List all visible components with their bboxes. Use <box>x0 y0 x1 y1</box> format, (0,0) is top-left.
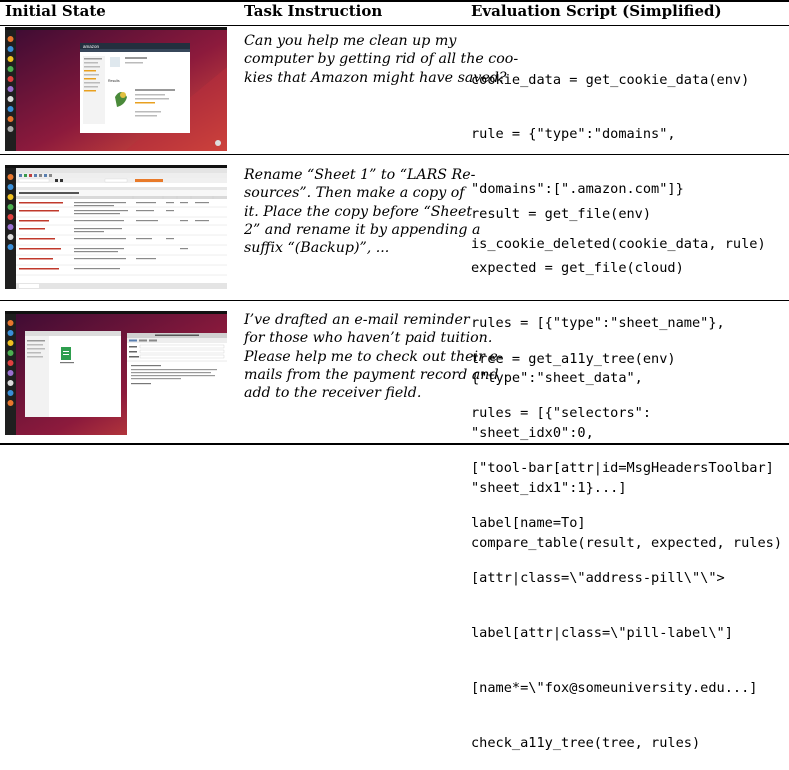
instruction-line: it. Place the copy before “Sheet <box>244 203 473 220</box>
instruction-line: 2” and rename it by appending a <box>244 221 481 238</box>
instruction-line: Please help me to check out their e- <box>244 348 503 365</box>
row-3-instruction <box>244 311 503 402</box>
row-3-script <box>471 313 774 770</box>
instruction-line: computer by getting rid of all the coo- <box>244 51 519 68</box>
header-rule <box>0 25 789 26</box>
instruction-line: for those who haven’t paid tuition. <box>244 330 493 347</box>
row-1-instruction <box>244 32 519 87</box>
code-line: result = get_file(env) <box>471 205 652 222</box>
header-evaluation-script: Evaluation Script (Simplified) <box>471 2 722 20</box>
code-line: [attr|class=\"address-pill\"\"> <box>471 570 725 587</box>
header-initial-state: Initial State <box>5 2 106 20</box>
header-task-instruction: Task Instruction <box>244 2 383 20</box>
row-2-instruction <box>244 166 481 257</box>
code-line: "sheet_idx1":1}...] <box>471 480 627 497</box>
code-line: is_cookie_deleted(cookie_data, rule) <box>471 236 766 253</box>
code-line: label[attr|class=\"pill-label\"] <box>471 625 733 642</box>
instruction-line: Rename “Sheet 1” to “LARS Re- <box>244 167 476 183</box>
instruction-line: suffix “(Backup)”, ... <box>244 240 390 257</box>
code-line: "sheet_idx0":0, <box>471 425 594 442</box>
code-line: check_a11y_tree(tree, rules) <box>471 734 701 751</box>
code-line: rule = {"type":"domains", <box>471 126 676 143</box>
table-bottom-rule <box>0 443 789 445</box>
code-line: compare_table(result, expected, rules) <box>471 534 782 551</box>
code-line: expected = get_file(cloud) <box>471 260 684 277</box>
code-line: rules = [{"selectors": <box>471 405 652 422</box>
results-heading: Results <box>108 79 120 83</box>
screenshot-spreadsheet <box>5 165 227 289</box>
instruction-line: kies that Amazon might have saved? <box>244 69 507 86</box>
instruction-line: add to the receiver field. <box>244 385 422 402</box>
code-line: {"type":"sheet_data", <box>471 370 643 387</box>
code-line: [name*=\"fox@someuniversity.edu...] <box>471 679 758 696</box>
instruction-line: Can you help me clean up my <box>244 33 457 49</box>
screenshot-email-composer <box>5 311 227 435</box>
instruction-line: sources”. Then make a copy of <box>244 185 465 202</box>
code-line: "domains":[".amazon.com"]} <box>471 181 684 198</box>
row-2-rule <box>0 300 789 301</box>
instruction-line: I’ve drafted an e-mail reminder <box>244 312 470 328</box>
row-1-rule <box>0 154 789 155</box>
code-line: cookie_data = get_cookie_data(env) <box>471 71 750 88</box>
instruction-line: mails from the payment record and <box>244 366 499 383</box>
code-line: label[name=To] <box>471 515 586 532</box>
screenshot-browser-amazon <box>5 27 227 151</box>
code-line: rules = [{"type":"sheet_name"}, <box>471 315 725 332</box>
code-line: ["tool-bar[attr|id=MsgHeadersToolbar] <box>471 460 774 477</box>
amazon-logo-text: amazon <box>83 44 100 49</box>
code-line: tree = get_a11y_tree(env) <box>471 350 676 367</box>
